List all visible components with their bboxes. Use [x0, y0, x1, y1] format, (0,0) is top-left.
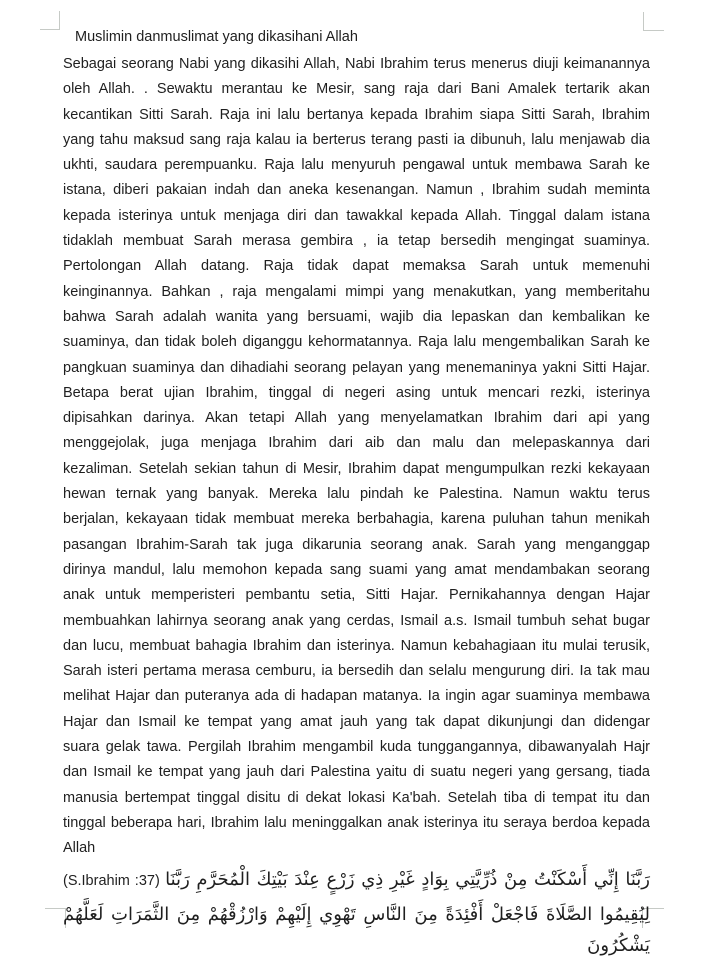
quran-verse-line-1	[63, 864, 650, 897]
body-paragraph: Sebagai seorang Nabi yang dikasihi Allah, Nabi Ibrahim terus menerus diuji keimanannya oleh Allah. . Sewaktu merantau ke Mesir, sang raja dari Bani Amalek tertarik akan kecantikan Sitti Sarah. Raja ini lalu bertanya kepada Ibrahim siapa Sitti Sarah, Ibrahim yang tahu maksud sang raja kalau ia berterus terang pasti ia dibunuh, lalu menjawab dia ukhti, saudara perempuanku. Raja lalu menyuruh pengawal untuk membawa Sarah ke istana, diberi pakaian indah dan aneka kesenangan. Namun , Ibrahim sudah meminta kepada isterinya untuk menjaga diri dan tawakkal kepada Allah. Tinggal dalam istana tidaklah membuat Sarah merasa gembira , ia tetap bersedih mengingat suaminya. Pertolongan Allah datang. Raja tidak dapat memaksa Sarah untuk memenuhi keinginannya. Bahkan , raja mengalami mimpi yang menakutkan, yang memberitahu bahwa Sarah adalah wanita yang bersuami, wajib dia lepaskan dan kembalikan ke suaminya, dan tidak boleh diganggu kehormatannya. Raja lalu mengembalikan Sarah ke pangkuan suaminya dan dihadiahi seorang pelayan yang menemaninya yakni Sitti Hajar. Betapa berat ujian Ibrahim, tinggal di negeri asing untuk mencari rezki, isterinya dipisahkan darinya. Akan tetapi Allah yang menyelamatkan Ibrahim dari api yang menggejolak, juga menjaga Ibrahim dari aib dan malu dan melepaskannya dari kezaliman. Setelah sekian tahun di Mesir, Ibrahim dapat mengumpulkan rezki kekayaan hewan ternak yang banyak. Mereka lalu pindah ke Palestina. Namun waktu terus berjalan, kekayaan tidak membuat mereka berbahagia, karena puluhan tahun menikah pasangan Ibrahim-Sarah tak juga dikarunia seorang anak. Sarah yang menganggap dirinya mandul, lalu memohon kepada sang suami yang amat mendambakan seorang anak untuk memperisteri pembantu setia, Sitti Hajar. Pernikahannya dengan Hajar membuahkan lahirnya seorang anak yang cerdas, Ismail a.s. Ismail tumbuh sehat bugar dan lucu, membuat bahagia Ibrahim dan isterinya. Namun kebahagiaan itu mulai terusik, Sarah isteri pertama merasa cemburu, ia bersedih dan selalu mengurung diri. Ia tak mau melihat Hajar dan puteranya ada di hadapan matanya. Ia ingin agar suaminya membawa Hajar dan Ismail ke tempat yang amat jauh yang tak dapat dikunjungi dan didengar suara gelak tawa. Pergilah Ibrahim mengambil kuda tunggangannya, dibawanyalah Hajr dan Ismail ke tempat yang jauh dari Palestina yaitu di suatu negeri yang gersang, tiada manusia bertempat tinggal disitu di dekat lokasi Ka'bah. Setelah tiba di tempat itu dan tinggal beberapa hari, Ibrahim lalu meninggalkan anak isterinya itu seraya berdoa kepada Allah	[63, 56, 650, 857]
quran-arabic-part2: لِيُقِيمُوا الصَّلَاةَ فَاجْعَلْ أَفْئِدَةً مِنَ النَّاسِ تَهْوِي إِلَيْهِمْ وَارْزُقْهُمْ مِنَ الثَّمَرَاتِ لَعَلَّهُمْ يَشْكُرُونَ	[63, 903, 650, 956]
text-area	[63, 27, 650, 961]
margin-mark-top-left	[40, 11, 60, 30]
quran-reference: (S.Ibrahim :37)	[63, 872, 160, 889]
document-title: Muslimin danmuslimat yang dikasihani Allah	[75, 29, 358, 45]
quran-arabic-part1: رَبَّنَا إِنِّي أَسْكَنْتُ مِنْ ذُرِّيَّتِي بِوَادٍ غَيْرِ ذِي زَرْعٍ عِنْدَ بَيْتِكَ الْمُحَرَّمِ رَبَّنَا	[165, 868, 650, 890]
